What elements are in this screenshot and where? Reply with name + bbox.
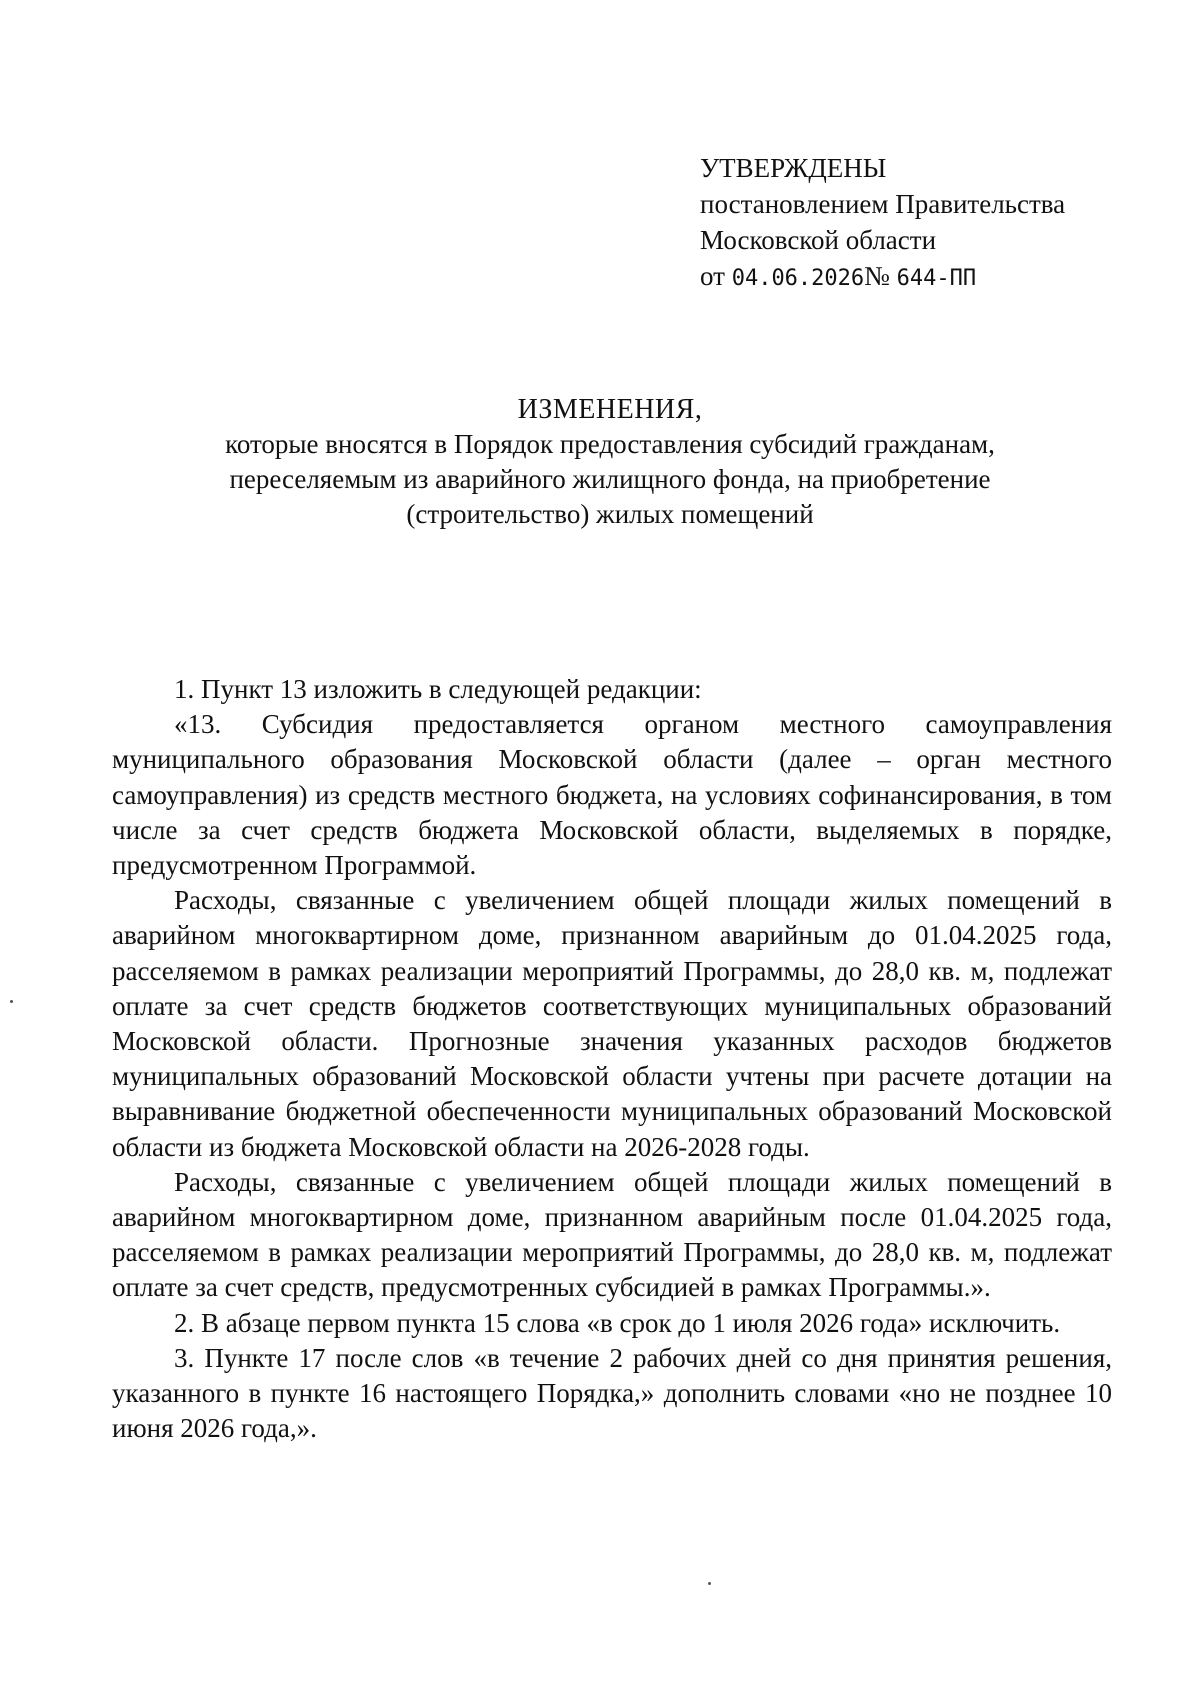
title-line-3: (строительство) жилых помещений xyxy=(406,499,814,529)
approval-title: УТВЕРЖДЕНЫ xyxy=(700,153,887,183)
title-line-1: которые вносятся в Порядок предоставления субсидий гражданам, xyxy=(225,429,995,459)
number-prefix: № xyxy=(864,261,890,291)
paragraph-5: 2. В абзаце первом пункта 15 слова «в срок до 1 июля 2026 года» исключить. xyxy=(174,1307,1061,1338)
document-title-block xyxy=(110,392,1110,532)
scan-speck xyxy=(10,1000,13,1003)
approval-line-2: Московской области xyxy=(700,225,937,255)
paragraph-4: Расходы, связанные с увеличением общей площади жилых помещений в аварийном многоквартирном доме, признанном аварийным после 01.04.2025 года, расселяемом в рамках реализации мероприятий Программы, до 28,0 кв. м, подлежат оплате за счет средств, предусмотренных субсидией в рамках Программы.». xyxy=(112,1166,1112,1303)
approval-date: 04.06.2026 xyxy=(731,266,865,291)
approval-block xyxy=(700,150,1120,297)
paragraph-1: 1. Пункт 13 изложить в следующей редакции: xyxy=(174,674,702,704)
approval-line-1: постановлением Правительства xyxy=(700,189,1066,219)
paragraph-6: 3. Пункте 17 после слов «в течение 2 рабочих дней со дня принятия решения, указанного в пункте 16 настоящего Порядка,» дополнить словами «но не позднее 10 июня 2026 года,». xyxy=(112,1342,1112,1444)
date-prefix: от xyxy=(700,261,725,291)
approval-date-line xyxy=(700,258,1120,297)
approval-number: 644-ПП xyxy=(896,266,977,291)
document-title: ИЗМЕНЕНИЯ, xyxy=(517,394,703,425)
document-body xyxy=(112,672,1112,1446)
paragraph-2: «13. Субсидия предоставляется органом местного самоуправления муниципального образования Московской области (далее – орган местного самоуправления) из средств местного бюджета, на условиях софинансирования, в том числе за счет средств бюджета Московской области, выделяемых в порядке, предусмотренном Программой. xyxy=(112,709,1112,881)
paragraph-3: Расходы, связанные с увеличением общей площади жилых помещений в аварийном многоквартирном доме, признанном аварийным до 01.04.2025 года, расселяемом в рамках реализации мероприятий Программы, до 28,0 кв. м, подлежат оплате за счет средств бюджетов соответствующих муниципальных образований Московской области. Прогнозные значения указанных расходов бюджетов муниципальных образований Московской области учтены при расчете дотации на выравнивание бюджетной обеспеченности муниципальных образований Московской области из бюджета Московской области на 2026-2028 годы. xyxy=(112,885,1112,1162)
scan-speck xyxy=(708,1582,711,1585)
title-line-2: переселяемым из аварийного жилищного фонда, на приобретение xyxy=(229,464,991,494)
